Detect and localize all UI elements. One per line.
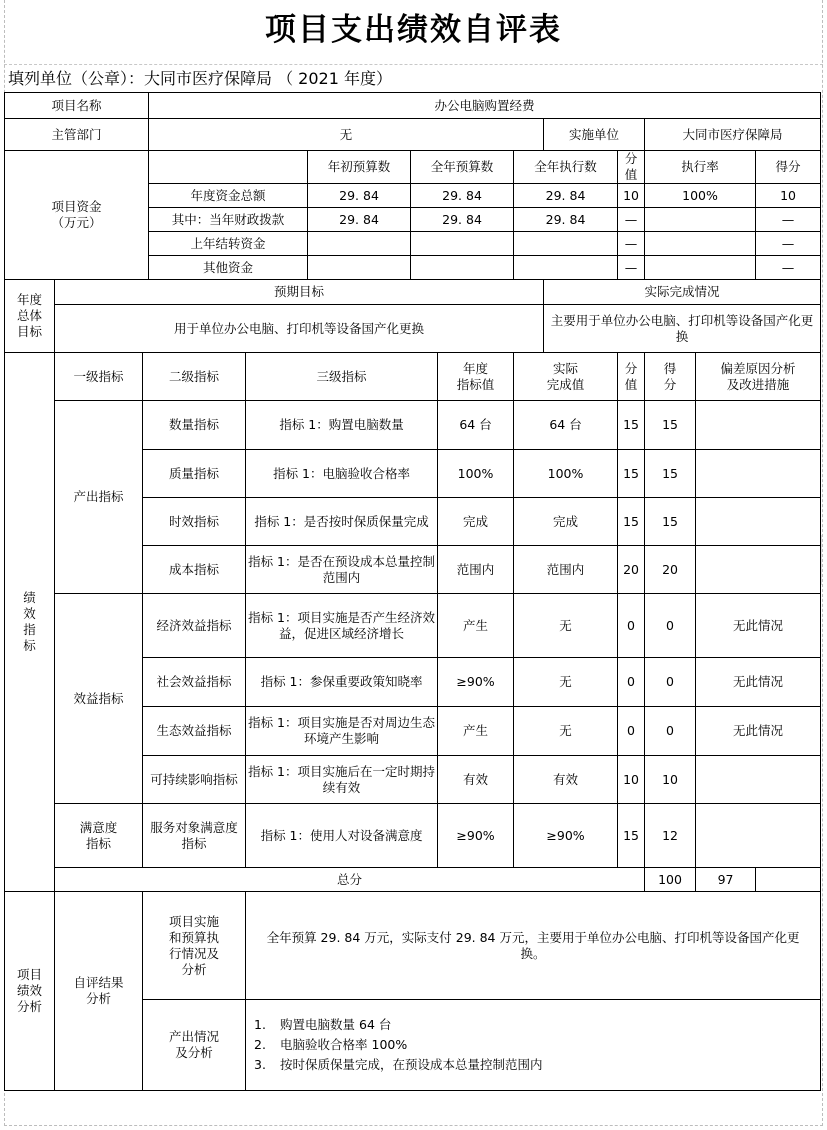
perf-level2: 社会效益指标 <box>143 658 246 707</box>
funds-cell: 29. 84 <box>308 208 411 232</box>
perf-level3: 指标 1：项目实施是否产生经济效益，促进区域经济增长 <box>246 594 438 658</box>
impl-value: 大同市医疗保障局 <box>645 119 821 151</box>
perf-level3: 指标 1：项目实施后在一定时期持续有效 <box>246 756 438 804</box>
evaluation-table <box>4 92 821 1091</box>
project-name-row <box>5 93 821 119</box>
goals-expected-header: 预期目标 <box>55 280 544 305</box>
perf-level1-benefit: 效益指标 <box>55 594 143 804</box>
perf-level3: 指标 1：电脑验收合格率 <box>246 450 438 498</box>
goals-expected-text: 用于单位办公电脑、打印机等设备国产化更换 <box>55 305 544 353</box>
perf-score: 20 <box>645 546 696 594</box>
output-item-number: 2. <box>254 1037 266 1052</box>
goals-content-row <box>5 305 821 353</box>
perf-actual: 无 <box>514 658 618 707</box>
perf-row <box>5 594 821 658</box>
perf-target: 100% <box>438 450 514 498</box>
perf-header-actual: 实际 完成值 <box>514 353 618 401</box>
funds-cell <box>411 232 514 256</box>
goals-actual-header: 实际完成情况 <box>544 280 821 305</box>
perf-actual: 无 <box>514 707 618 756</box>
perf-header-level3: 三级指标 <box>246 353 438 401</box>
funds-cell: 100% <box>645 184 756 208</box>
perf-score: 10 <box>645 756 696 804</box>
output-item <box>254 1035 818 1055</box>
perf-row <box>5 401 821 450</box>
funds-row-label: 其中：当年财政拨款 <box>149 208 308 232</box>
perf-level2: 经济效益指标 <box>143 594 246 658</box>
impl-label: 实施单位 <box>544 119 645 151</box>
perf-score: 0 <box>645 707 696 756</box>
perf-level1-satisfaction: 满意度 指标 <box>55 804 143 868</box>
perf-score: 15 <box>645 498 696 546</box>
funds-cell: 29. 84 <box>514 184 618 208</box>
performance-label: 绩 效 指 标 <box>5 353 55 892</box>
funds-cell: — <box>618 232 645 256</box>
funds-cell <box>514 232 618 256</box>
funds-row-label: 上年结转资金 <box>149 232 308 256</box>
output-item <box>254 1055 818 1075</box>
perf-note <box>696 401 821 450</box>
goals-header-row <box>5 280 821 305</box>
perf-header-level1: 一级指标 <box>55 353 143 401</box>
funds-cell <box>308 256 411 280</box>
funds-header-executed: 全年执行数 <box>514 151 618 184</box>
perf-note: 无此情况 <box>696 658 821 707</box>
perf-actual: 100% <box>514 450 618 498</box>
perf-score-value: 0 <box>618 594 645 658</box>
title-divider <box>4 64 823 65</box>
perf-level1-output: 产出指标 <box>55 401 143 594</box>
funds-row-label: 其他资金 <box>149 256 308 280</box>
perf-actual: 64 台 <box>514 401 618 450</box>
page-edge-mark <box>821 535 827 585</box>
perf-score: 12 <box>645 804 696 868</box>
perf-target: 产生 <box>438 594 514 658</box>
output-item-text: 电脑验收合格率 100% <box>280 1037 408 1052</box>
perf-target: ≥90% <box>438 658 514 707</box>
perf-level3: 指标 1：是否按时保质保量完成 <box>246 498 438 546</box>
perf-level2: 质量指标 <box>143 450 246 498</box>
perf-score: 15 <box>645 450 696 498</box>
analysis-exec-text: 全年预算 29. 84 万元，实际支付 29. 84 万元，主要用于单位办公电脑、打印机等设备国产化更换。 <box>246 892 821 1000</box>
funds-header-row <box>5 151 821 184</box>
perf-level2: 生态效益指标 <box>143 707 246 756</box>
output-item-number: 3. <box>254 1057 266 1072</box>
perf-score: 0 <box>645 658 696 707</box>
funds-cell <box>514 256 618 280</box>
perf-header-score-value: 分 值 <box>618 353 645 401</box>
total-label: 总分 <box>55 868 645 892</box>
perf-score-value: 15 <box>618 450 645 498</box>
perf-header-score: 得 分 <box>645 353 696 401</box>
perf-note <box>696 756 821 804</box>
analysis-exec-label: 项目实施 和预算执 行情况及 分析 <box>143 892 246 1000</box>
funds-header-score-value: 分值 <box>618 151 645 184</box>
funds-row-label: 年度资金总额 <box>149 184 308 208</box>
funds-cell <box>645 256 756 280</box>
output-item-text: 按时保质保量完成，在预设成本总量控制范围内 <box>280 1057 543 1072</box>
perf-target: 范围内 <box>438 546 514 594</box>
funds-header-exec-rate: 执行率 <box>645 151 756 184</box>
total-score: 97 <box>696 868 756 892</box>
perf-level2: 时效指标 <box>143 498 246 546</box>
perf-score-value: 10 <box>618 756 645 804</box>
analysis-sub-label: 自评结果 分析 <box>55 892 143 1091</box>
funds-cell <box>411 256 514 280</box>
perf-level3: 指标 1：购置电脑数量 <box>246 401 438 450</box>
perf-level2: 成本指标 <box>143 546 246 594</box>
perf-header-target: 年度 指标值 <box>438 353 514 401</box>
funds-cell: — <box>756 232 821 256</box>
perf-target: 产生 <box>438 707 514 756</box>
perf-actual: 无 <box>514 594 618 658</box>
perf-level2: 数量指标 <box>143 401 246 450</box>
performance-header-row <box>5 353 821 401</box>
output-item <box>254 1015 818 1035</box>
perf-level2: 可持续影响指标 <box>143 756 246 804</box>
perf-score-value: 0 <box>618 707 645 756</box>
perf-target: ≥90% <box>438 804 514 868</box>
funds-header-annual-budget: 全年预算数 <box>411 151 514 184</box>
funds-cell: — <box>618 208 645 232</box>
perf-note <box>696 498 821 546</box>
perf-score: 0 <box>645 594 696 658</box>
perf-score-value: 0 <box>618 658 645 707</box>
perf-note <box>696 804 821 868</box>
perf-note <box>696 546 821 594</box>
funds-cell: 29. 84 <box>308 184 411 208</box>
funds-cell: — <box>756 256 821 280</box>
funds-cell <box>645 208 756 232</box>
perf-actual: ≥90% <box>514 804 618 868</box>
funds-label: 项目资金 （万元） <box>5 151 149 280</box>
perf-score-value: 15 <box>618 498 645 546</box>
dept-value: 无 <box>149 119 544 151</box>
perf-score-value: 15 <box>618 804 645 868</box>
total-blank <box>756 868 821 892</box>
perf-target: 有效 <box>438 756 514 804</box>
perf-score-value: 20 <box>618 546 645 594</box>
project-name-value: 办公电脑购置经费 <box>149 93 821 119</box>
perf-actual: 完成 <box>514 498 618 546</box>
perf-header-level2: 二级指标 <box>143 353 246 401</box>
goals-actual-text: 主要用于单位办公电脑、打印机等设备国产化更换 <box>544 305 821 353</box>
perf-level3: 指标 1：参保重要政策知晓率 <box>246 658 438 707</box>
funds-cell: 29. 84 <box>514 208 618 232</box>
funds-header-score: 得分 <box>756 151 821 184</box>
total-row <box>5 868 821 892</box>
perf-row <box>5 804 821 868</box>
perf-level3: 指标 1：使用人对设备满意度 <box>246 804 438 868</box>
funds-cell: — <box>618 256 645 280</box>
analysis-label: 项目 绩效 分析 <box>5 892 55 1091</box>
funds-cell: 29. 84 <box>411 184 514 208</box>
dept-label: 主管部门 <box>5 119 149 151</box>
analysis-output-label: 产出情况 及分析 <box>143 1000 246 1091</box>
perf-level2: 服务对象满意度指标 <box>143 804 246 868</box>
perf-score-value: 15 <box>618 401 645 450</box>
funds-cell <box>645 232 756 256</box>
perf-level3: 指标 1：是否在预设成本总量控制范围内 <box>246 546 438 594</box>
analysis-exec-row <box>5 892 821 1000</box>
perf-note: 无此情况 <box>696 707 821 756</box>
funds-cell: 10 <box>756 184 821 208</box>
funds-cell <box>308 232 411 256</box>
perf-score: 15 <box>645 401 696 450</box>
perf-note <box>696 450 821 498</box>
output-item-text: 购置电脑数量 64 台 <box>280 1017 392 1032</box>
filling-unit-line: 填列单位（公章）：大同市医疗保障局 （ 2021 年度） <box>8 69 392 88</box>
perf-target: 完成 <box>438 498 514 546</box>
perf-actual: 范围内 <box>514 546 618 594</box>
page-title: 项目支出绩效自评表 <box>265 12 562 48</box>
funds-cell: — <box>756 208 821 232</box>
department-row <box>5 119 821 151</box>
funds-cell: 10 <box>618 184 645 208</box>
funds-cell: 29. 84 <box>411 208 514 232</box>
perf-target: 64 台 <box>438 401 514 450</box>
perf-level3: 指标 1：项目实施是否对周边生态环境产生影响 <box>246 707 438 756</box>
project-name-label: 项目名称 <box>5 93 149 119</box>
perf-note: 无此情况 <box>696 594 821 658</box>
output-item-number: 1. <box>254 1017 266 1032</box>
perf-actual: 有效 <box>514 756 618 804</box>
total-value: 100 <box>645 868 696 892</box>
funds-header-initial-budget: 年初预算数 <box>308 151 411 184</box>
funds-header-blank <box>149 151 308 184</box>
analysis-output-list <box>246 1000 821 1091</box>
perf-header-deviation: 偏差原因分析 及改进措施 <box>696 353 821 401</box>
goals-label: 年度 总体 目标 <box>5 280 55 353</box>
